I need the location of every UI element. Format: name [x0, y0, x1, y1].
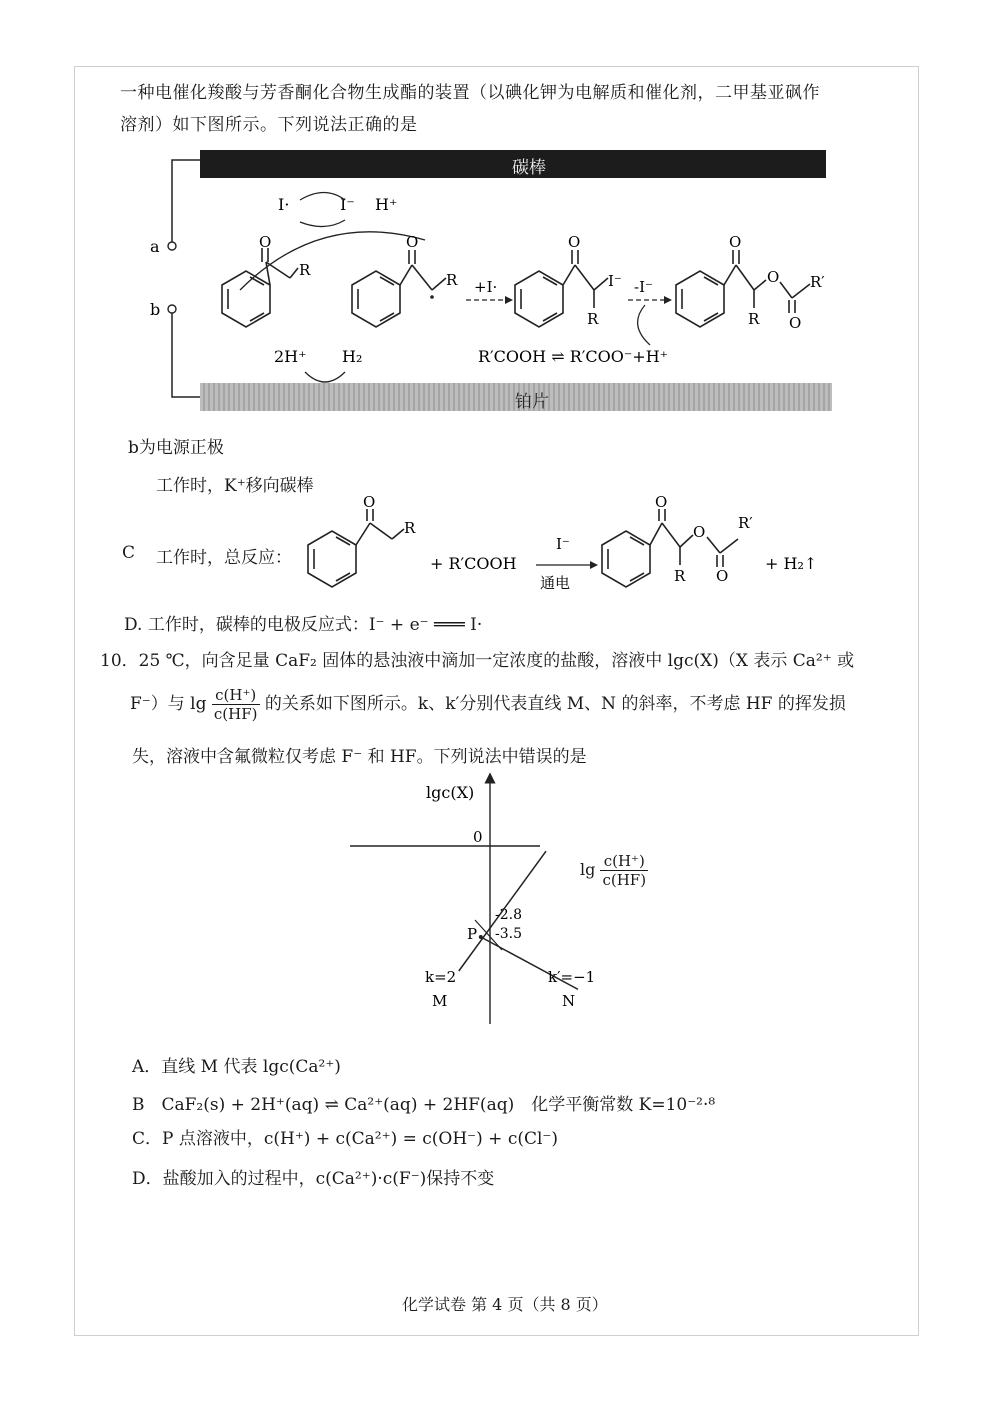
plus-i-radical: +I·: [474, 278, 498, 296]
svg-text:O: O: [716, 567, 729, 585]
line-m-slope-label: k=2: [425, 968, 457, 986]
terminal-b-circle: [168, 305, 176, 313]
h2-bottom: H₂: [342, 347, 363, 366]
two-h-plus: 2H⁺: [274, 347, 307, 366]
svg-text:R: R: [446, 271, 458, 289]
terminal-a-label: a: [150, 237, 160, 256]
line-n-slope-label: k′=−1: [548, 968, 596, 986]
svg-text:R′: R′: [738, 514, 753, 532]
svg-text:O: O: [406, 233, 419, 251]
svg-text:O: O: [568, 233, 581, 251]
overall-plus-acid: + R′COOH: [430, 554, 517, 573]
origin-label: 0: [473, 828, 483, 846]
x-axis-label: lg $\frac{c(H^+)}{c(HF)}$: [580, 852, 647, 889]
q10-stem-line2: F⁻）与 lg $\frac{c(H^+)}{c(HF)}$ 的关系如下图所示。k、k′分别代表直线 M、N 的斜率，不考虑 HF 的挥发损: [130, 686, 846, 723]
overall-condition: 通电: [540, 574, 571, 592]
q10-option-a: A．直线 M 代表 lgc(Ca²⁺): [132, 1057, 341, 1077]
platinum-label: 铂片: [515, 392, 549, 412]
svg-text:R: R: [299, 261, 311, 279]
svg-text:R′: R′: [810, 273, 825, 291]
reactant-ketone: [308, 509, 404, 587]
q9-option-d: D. 工作时，碳棒的电极反应式：I⁻ + e⁻ ═══ I·: [124, 615, 483, 635]
carbon-rod-label: 碳棒: [512, 158, 546, 178]
svg-text:O: O: [693, 523, 706, 541]
svg-text:R: R: [674, 567, 686, 585]
q10-option-b: B CaF₂(s) + 2H⁺(aq) ⇌ Ca²⁺(aq) + 2HF(aq) 化学平衡常数 K=10⁻²·⁸: [132, 1095, 716, 1115]
point-p-marker: [479, 935, 483, 939]
minus-iodide: -I⁻: [634, 278, 653, 296]
q9-stem-line1: 一种电催化羧酸与芳香酮化合物生成酯的装置（以碘化钾为电解质和催化剂，二甲基亚砜作: [120, 83, 820, 103]
page-footer: 化学试卷 第 4 页（共 8 页）: [402, 1295, 608, 1314]
q10-chart: [340, 770, 700, 1040]
terminal-a-circle: [168, 242, 176, 250]
i-radical-top: I·: [278, 195, 290, 214]
overall-h2: + H₂↑: [765, 554, 818, 573]
q9-option-c-letter: C: [122, 543, 136, 563]
h-plus-top: H⁺: [375, 195, 398, 214]
q10-stem-line3: 失，溶液中含氟微粒仅考虑 F⁻ 和 HF。下列说法中错误的是: [132, 747, 587, 767]
tick-label-2-8: -2.8: [495, 907, 522, 923]
line-m-name: M: [432, 992, 448, 1010]
svg-text:O: O: [767, 268, 780, 286]
svg-text:I⁻: I⁻: [608, 272, 622, 290]
wire-top: [172, 160, 200, 242]
iodide-top: I⁻: [340, 195, 355, 214]
terminal-b-label: b: [150, 300, 161, 319]
svg-text:O: O: [655, 495, 668, 511]
y-axis-label: lgc(X): [426, 783, 475, 802]
tick-label-3-5: -3.5: [495, 926, 522, 942]
overall-catalyst: I⁻: [556, 535, 570, 553]
svg-text:O: O: [259, 233, 272, 251]
svg-text:R: R: [404, 519, 416, 537]
q9-stem-line2: 溶剂）如下图所示。下列说法正确的是: [120, 115, 418, 135]
q9-option-b: 工作时，K⁺移向碳棒: [156, 476, 314, 496]
q10-option-d: D．盐酸加入的过程中，c(Ca²⁺)·c(F⁻)保持不变: [132, 1169, 495, 1189]
svg-text:O: O: [729, 233, 742, 251]
acid-equilibrium: R′COOH ⇌ R′COO⁻+H⁺: [478, 347, 669, 366]
overall-reaction-diagram: [300, 495, 840, 605]
svg-text:O: O: [363, 495, 376, 511]
ketone-molecule-1: [222, 248, 298, 327]
line-n-name: N: [562, 992, 576, 1010]
q10-stem-line1: 10．25 ℃，向含足量 CaF₂ 固体的悬浊液中滴加一定浓度的盐酸，溶液中 lgc(X)（X 表示 Ca²⁺ 或: [100, 651, 855, 671]
point-p-label: P: [467, 925, 478, 943]
q9-option-c-text: 工作时，总反应：: [156, 548, 292, 568]
q9-option-a: b为电源正极: [128, 438, 224, 458]
ketone-radical-molecule: [352, 250, 446, 327]
svg-text:O: O: [789, 314, 802, 332]
svg-text:R: R: [587, 310, 599, 328]
svg-text:R: R: [748, 310, 760, 328]
wire-bottom: [172, 313, 200, 397]
q10-option-c: C．P 点溶液中，c(H⁺) + c(Ca²⁺) = c(OH⁻) + c(Cl⁻): [132, 1129, 559, 1149]
q10-stem-fraction: $\frac{c(H^+)}{c(HF)}$: [213, 686, 258, 723]
